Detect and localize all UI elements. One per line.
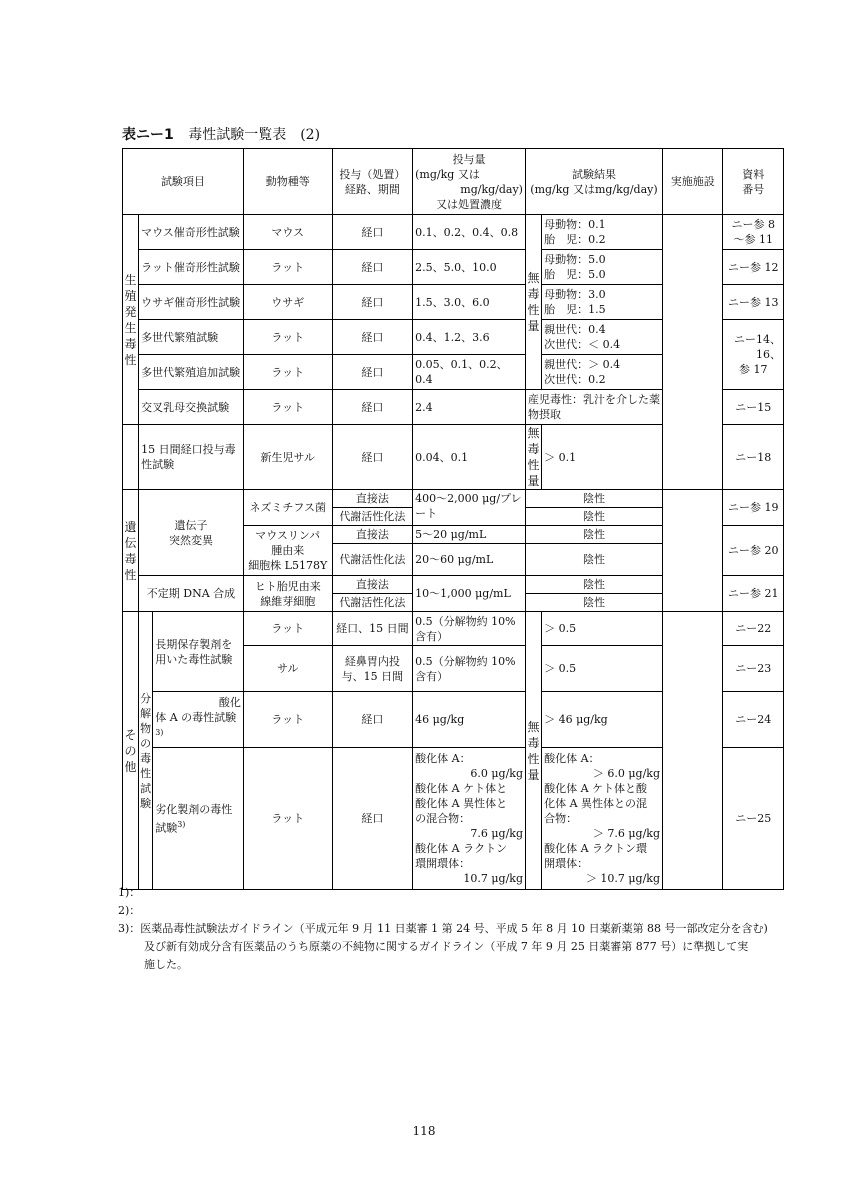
noeffect-label-other: 無 毒 性 量 xyxy=(525,612,541,890)
table-row: ウサギ催奇形性試験 ウサギ 経口 1.5、3.0、6.0 母動物：3.0 胎 児：1.5 ニー参 13 xyxy=(123,285,784,320)
table-row: 遺 伝 毒 性 遺伝子 突然変異 ネズミチフス菌 直接法 400～2,000 μg/プレート 陰性 ニー参 19 xyxy=(123,490,784,508)
footnotes xyxy=(118,884,798,974)
footnote-3-line-2: 及び新有効成分含有医薬品のうち原薬の不純物に関するガイドライン（平成 7 年 9 月 25 日薬審第 877 号）に準拠して実 xyxy=(144,940,749,953)
footnote-3-line-3: 施した。 xyxy=(144,958,188,971)
table-row: 15 日間経口投与毒性試験 新生児サル 経口 0.04、0.1 無 毒 性 量 ＞ 0.1 ニー18 xyxy=(123,425,784,490)
footnote-3: 3)：医薬品毒性試験法ガイドライン（平成元年 9 月 11 日薬審 1 第 24 号、平成 5 年 8 月 10 日薬新薬第 88 号一部改定分を含む) xyxy=(118,922,768,935)
footnote-2: 2)： xyxy=(118,904,141,917)
header-row xyxy=(123,149,784,215)
table-row: 代謝活性化法 20～60 μg/mL 陰性 xyxy=(123,544,784,576)
table-row: マウスリンパ 腫由来 細胞株 L5178Y 直接法 5～20 μg/mL 陰性 ニー参 20 xyxy=(123,526,784,544)
group-repro: 生 殖 発 生 毒 性 xyxy=(123,215,139,425)
header-route: 投与（処置）経路、期間 xyxy=(332,149,413,215)
facility-cell xyxy=(663,612,723,890)
header-facility: 実施施設 xyxy=(663,149,723,215)
table-row: 代謝活性化法 陰性 xyxy=(123,508,784,526)
table-row: 不定期 DNA 合成 ヒト胎児由来 線維芽細胞 直接法 10～1,000 μg/mL 陰性 ニー参 21 xyxy=(123,576,784,594)
noeffect-label-r7: 無 毒 性 量 xyxy=(525,425,541,490)
footnote-1: 1)： xyxy=(118,886,141,899)
table-row: 酸化 体 A の毒性試験$^{3)}$ ラット 経口 46 μg/kg ＞ 46 μg/kg ニー24 xyxy=(123,692,784,748)
table-row: 生 殖 発 生 毒 性 マウス催奇形性試験 マウス 経口 0.1、0.2、0.4、0.8 無 毒 性 量 母動物：0.1 胎 児：0.2 ニー参 8 ～参 11 xyxy=(123,215,784,250)
facility-cell xyxy=(663,490,723,612)
table-row: サル 経鼻胃内投与、15 日間 0.5（分解物約 10%含有） ＞ 0.5 ニー23 xyxy=(123,646,784,692)
toxicity-study-table xyxy=(122,148,784,890)
page-number: 118 xyxy=(412,1124,436,1138)
group-other: そ の 他 xyxy=(123,612,139,890)
header-ref: 資料 番号 xyxy=(723,149,784,215)
table-row: ラット催奇形性試験 ラット 経口 2.5、5.0、10.0 母動物：5.0 胎 児：5.0 ニー参 12 xyxy=(123,250,784,285)
facility-cell xyxy=(663,215,723,490)
noeffect-label-repro: 無 毒 性 量 xyxy=(525,215,541,390)
table-number: 表ニー1 xyxy=(122,127,174,143)
table-row: 多世代繁殖試験 ラット 経口 0.4、1.2、3.6 親世代：0.4 次世代：＜ 0.4 ニー14、 16、 参 17 xyxy=(123,320,784,355)
table-row: 多世代繁殖追加試験 ラット 経口 0.05、0.1、0.2、0.4 親世代：＞ 0.4 次世代：0.2 xyxy=(123,355,784,390)
header-species: 動物種等 xyxy=(243,149,332,215)
table-row: 劣化製剤の毒性試験$^{3)}$ ラット 経口 酸化体 A： 6.0 μg/kg 酸化体 A ケト体と 酸化体 A 異性体と の混合物： 7.6 μg/kg 酸化体 A ラクトン 環開環体： 10.7 μg/kg 酸化体 A： ＞ 6.0 μg/kg 酸化体 A ケト体と酸 化体 A 異性体との混 合物： ＞ 7.6 μg/kg 酸化体 A ラクトン環 開環体： ＞ 10.7 μg/kg ニー25 xyxy=(123,748,784,890)
table-row: 交叉乳母交換試験 ラット 経口 2.4 産児毒性：乳汁を介した薬物摂取 ニー15 xyxy=(123,390,784,425)
header-item: 試験項目 xyxy=(123,149,244,215)
table-caption xyxy=(122,124,320,144)
table-title: 毒性試験一覧表 (2) xyxy=(188,127,321,143)
group-geno: 遺 伝 毒 性 xyxy=(123,490,139,612)
group-degradation: 分 解 物 の 毒 性 試 験 xyxy=(139,612,153,890)
header-dose: 投与量 (mg/kg 又は mg/kg/day) 又は処置濃度 xyxy=(413,149,526,215)
table-row: そ の 他 分 解 物 の 毒 性 試 験 長期保存製剤を用いた毒性試験 ラット 経口、15 日間 0.5（分解物約 10%含有） 無 毒 性 量 ＞ 0.5 ニー22 xyxy=(123,612,784,646)
header-result: 試験結果 (mg/kg 又はmg/kg/day) xyxy=(525,149,662,215)
table-row: 代謝活性化法 陰性 xyxy=(123,594,784,612)
